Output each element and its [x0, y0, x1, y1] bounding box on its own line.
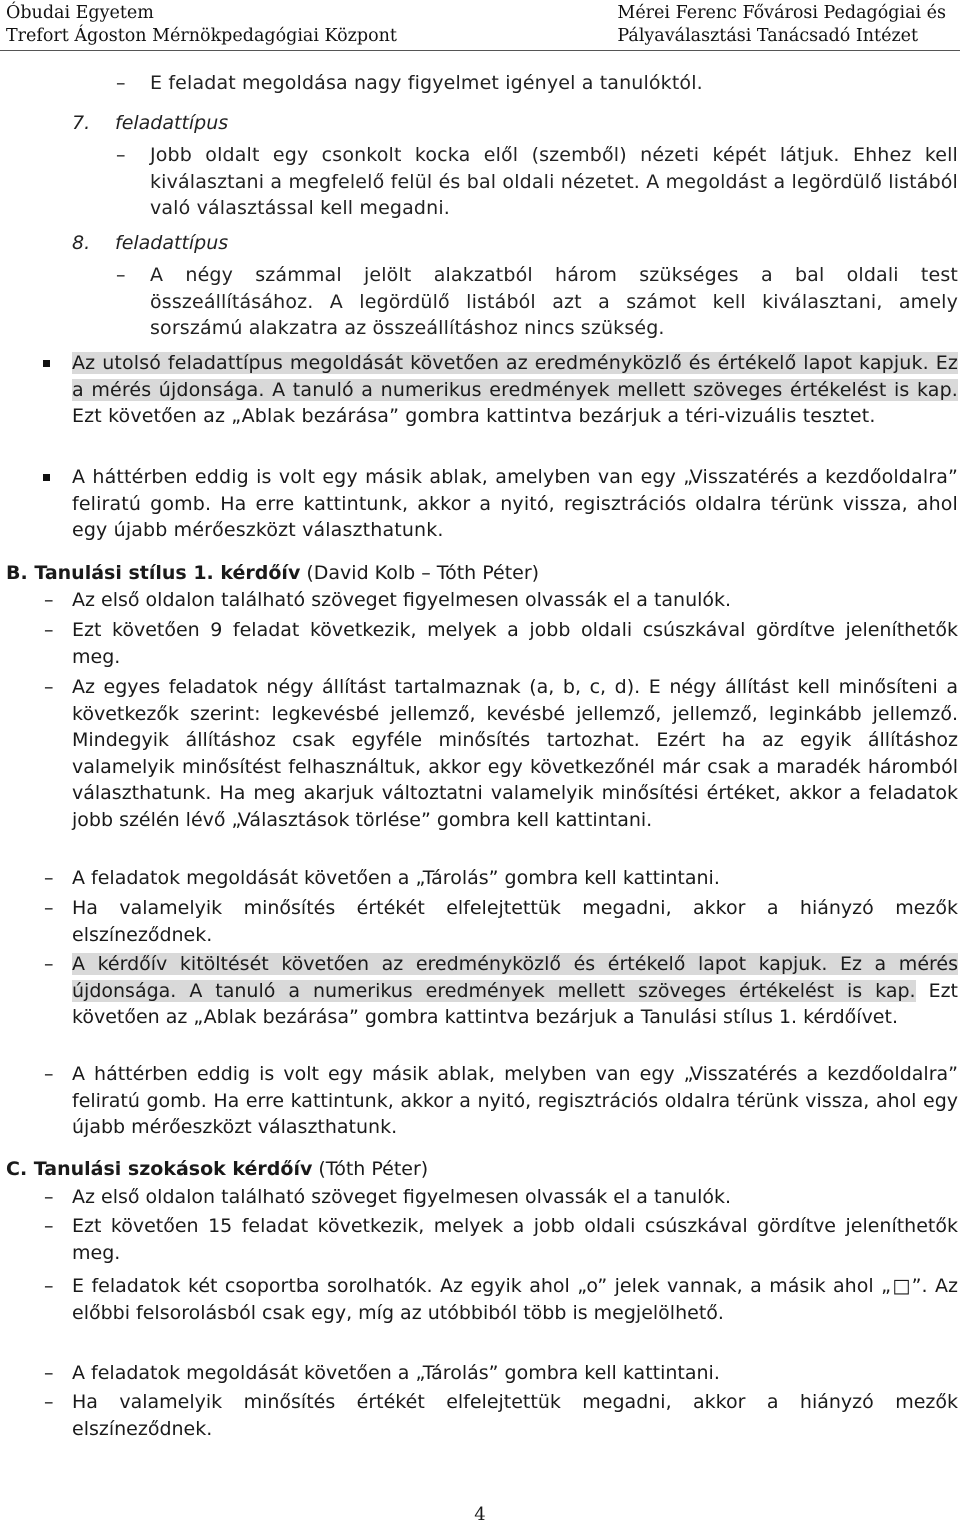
task-type-8-description: A négy számmal jelölt alakzatból három szükséges a bal oldali test összeállításához. A legördülő listából azt a számot kell kiválasztani, amely sorszámú alakzatra az összeállításhoz nincs szükség. — [150, 264, 958, 340]
list-item: Az egyes feladatok négy állítást tartalmaznak (a, b, c, d). E négy állítást kell minősíteni a következők szerint: legkevésbé jellemző, kevésbé jellemző, jellemző, leginkább jellemző. Mindegyik állításhoz csak egyféle minősítés tartozhat. Ezért ha az egyik állításhoz valamelyik minősítést felhasználtuk, akkor egy következőnél már csak a maradék háromból választhatunk. Ha meg akarjuk változtatni valamelyik minősítési értéket, akkor a feladatok jobb szélén lévő „Választások törlése” gombra kell kattintani. — [72, 676, 958, 831]
dash-bullet: – — [116, 264, 126, 286]
background-window-paragraph: A háttérben eddig is volt egy másik ablak, amelyben van egy „Visszatérés a kezdőoldalra” feliratú gomb. Ha erre kattintunk, akkor a nyitó, regisztrációs oldalra térünk vissza, ahol egy újabb mérőeszközt választhatunk. — [72, 466, 958, 542]
list-item: A feladatok megoldását követően a „Tárolás” gombra kell kattintani. — [72, 1362, 720, 1384]
dash-bullet: – — [44, 1215, 54, 1237]
dash-bullet: – — [44, 1275, 54, 1297]
task-type-7-description: Jobb oldalt egy csonkolt kocka elől (szemből) nézeti képét látjuk. Ehhez kell kiválasztani a megfelelő felül és bal oldali nézetet. A megoldást a legördülő listából való választással kell megadni. — [150, 144, 958, 220]
list-item: Ha valamelyik minősítés értékét elfelejtettük megadni, akkor a hiányzó mezők elszíneződnek. — [72, 897, 958, 946]
dash-bullet: – — [44, 1362, 54, 1384]
page-number: 4 — [474, 1504, 486, 1525]
list-item: A feladatok megoldását követően a „Tárolás” gombra kell kattintani. — [72, 867, 720, 889]
dash-bullet: – — [44, 1186, 54, 1208]
dash-bullet: – — [116, 144, 126, 166]
list-item: Az első oldalon található szöveget figyelmesen olvassák el a tanulók. — [72, 1186, 732, 1208]
dash-bullet: – — [116, 72, 126, 94]
list-item: Az első oldalon található szöveget figyelmesen olvassák el a tanulók. — [72, 589, 732, 611]
section-c-heading — [6, 1156, 956, 1183]
list-item — [72, 951, 958, 1031]
task-type-8-number: 8. — [72, 232, 91, 254]
section-b-title: B. Tanulási stílus 1. kérdőív — [6, 562, 301, 584]
header-left-line1: Óbudai Egyetem — [6, 3, 154, 23]
dash-bullet: – — [44, 953, 54, 975]
dash-bullet: – — [44, 619, 54, 641]
highlighted-text: A kérdőív kitöltését követően az eredményközlő és értékelő lapot kapjuk. Ez a mérés újdonsága. A tanuló a numerikus eredmények mellett szöveges értékelést is kap. — [72, 953, 958, 1002]
list-item: Ezt követően 9 feladat következik, melyek a jobb oldali csúszkával gördítve jeleníthetők meg. — [72, 619, 958, 668]
section-b-heading — [6, 560, 956, 587]
dash-bullet: – — [44, 1391, 54, 1413]
dash-bullet: – — [44, 867, 54, 889]
dash-bullet: – — [44, 1063, 54, 1085]
section-c-title: C. Tanulási szokások kérdőív — [6, 1158, 313, 1180]
header-right-line2: Pályaválasztási Tanácsadó Intézet — [617, 26, 919, 46]
list-item: Ezt követően 15 feladat következik, melyek a jobb oldali csúszkával gördítve jeleníthetők meg. — [72, 1215, 958, 1264]
dash-bullet: – — [44, 589, 54, 611]
square-bullet-icon — [43, 360, 50, 367]
dash-bullet: – — [44, 676, 54, 698]
task-type-7-number: 7. — [72, 112, 91, 134]
header-right-line1: Mérei Ferenc Fővárosi Pedagógiai és — [617, 3, 946, 23]
square-bullet-icon — [43, 474, 50, 481]
header-institution-right — [617, 2, 946, 48]
list-item: E feladatok két csoportba sorolhatók. Az egyik ahol „o” jelek vannak, a másik ahol „□”. Az előbbi felsorolásból csak egy, míg az utóbbiból több is megjelölhető. — [72, 1275, 958, 1324]
list-item: E feladat megoldása nagy figyelmet igényel a tanulóktól. — [150, 72, 703, 94]
list-item: Ha valamelyik minősítés értékét elfelejtettük megadni, akkor a hiányzó mezők elszíneződnek. — [72, 1391, 958, 1440]
task-type-8-title: feladattípus — [115, 232, 229, 254]
paragraph-text: Ezt követően az „Ablak bezárása” gombra kattintva bezárjuk a téri-vizuális tesztet. — [72, 405, 876, 428]
header-left-line2: Trefort Ágoston Mérnökpedagógiai Központ — [6, 26, 397, 46]
result-page-paragraph — [72, 350, 958, 430]
task-type-7-title: feladattípus — [115, 112, 229, 134]
section-b-authors: (David Kolb – Tóth Péter) — [300, 562, 540, 584]
header-institution-left — [6, 2, 397, 48]
list-item: A háttérben eddig is volt egy másik ablak, melyben van egy „Visszatérés a kezdőoldalra” feliratú gomb. Ha erre kattintunk, akkor a nyitó, regisztrációs oldalra térünk vissza, ahol egy újabb mérőeszközt választhatunk. — [72, 1063, 958, 1139]
highlighted-text: Az utolsó feladattípus megoldását követően az eredményközlő és értékelő lapot kapjuk. Ez a mérés újdonsága. A tanuló a numerikus eredmények mellett szöveges értékelést is kap. — [72, 352, 958, 401]
dash-bullet: – — [44, 897, 54, 919]
paragraph-text: Ezt követően az „Ablak bezárása” gombra kattintva bezárjuk a Tanulási stílus 1. kérdőívet. — [72, 979, 959, 1029]
section-c-authors: (Tóth Péter) — [312, 1158, 429, 1180]
header-divider — [0, 50, 960, 51]
